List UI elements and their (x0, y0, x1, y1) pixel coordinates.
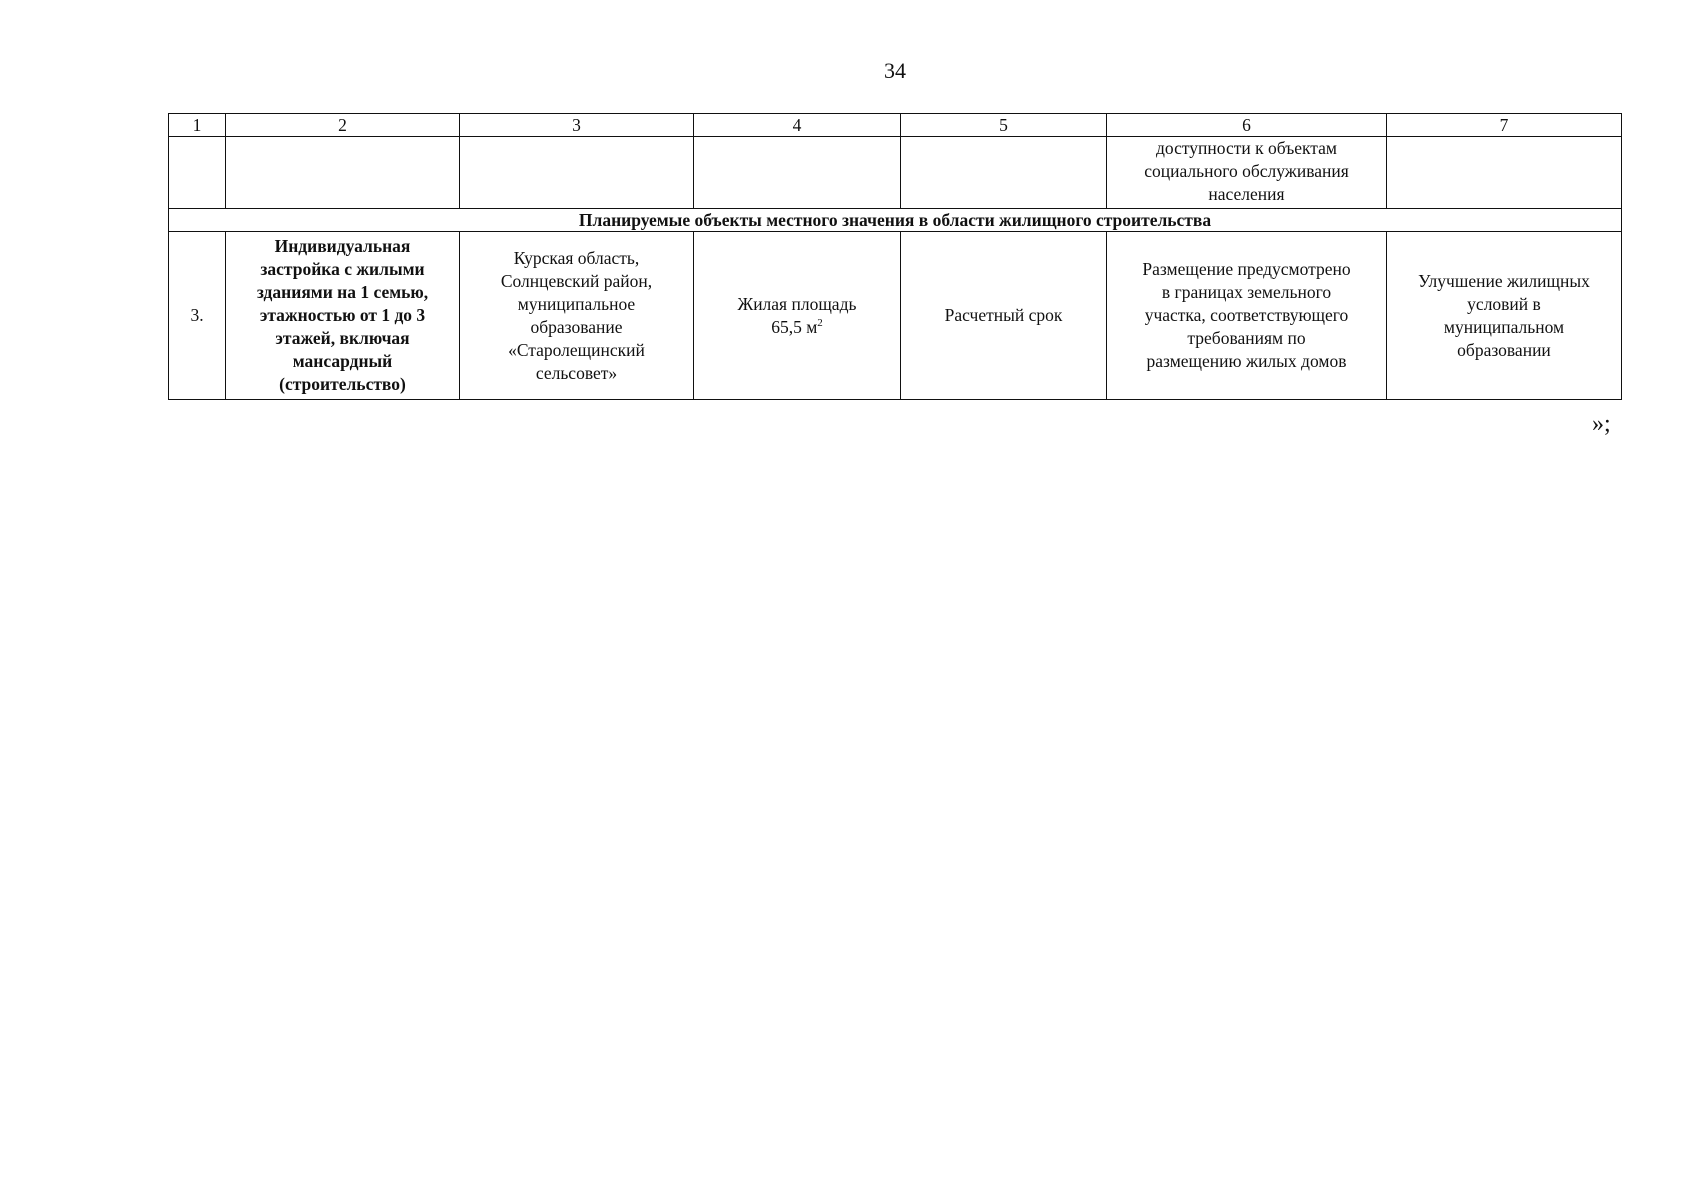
characteristic-value (698, 316, 896, 339)
column-number: 3 (460, 114, 694, 137)
term-cell: Расчетный срок (901, 232, 1107, 400)
empty-cell (694, 137, 901, 209)
planned-objects-table (168, 113, 1622, 400)
empty-cell (901, 137, 1107, 209)
characteristic-cell (694, 232, 901, 400)
page-number: 34 (884, 58, 906, 83)
empty-cell (1387, 137, 1622, 209)
empty-cell (226, 137, 460, 209)
section-title: Планируемые объекты местного значения в области жилищного строительства (169, 209, 1622, 232)
purpose-cell: Улучшение жилищных условий в муниципальном образовании (1387, 232, 1622, 400)
empty-cell (169, 137, 226, 209)
object-name-cell: Индивидуальная застройка с жилыми зданиями на 1 семью, этажностью от 1 до 3 этажей, включая мансардный (строительство) (226, 232, 460, 400)
continuation-row (169, 137, 1622, 209)
placement-cell: Размещение предусмотрено в границах земельного участка, соответствующего требованиям по размещению жилых домов (1107, 232, 1387, 400)
characteristic-text: Жилая площадь (737, 293, 857, 314)
item-number-cell: 3. (169, 232, 226, 400)
closing-quote-mark: »; (1592, 411, 1611, 437)
column-number: 6 (1107, 114, 1387, 137)
column-number: 1 (169, 114, 226, 137)
characteristic-number: 65,5 м (771, 316, 818, 337)
column-number: 4 (694, 114, 901, 137)
column-number-row (169, 114, 1622, 137)
column-number: 5 (901, 114, 1107, 137)
continuation-text-cell: доступности к объектам социального обслуживания населения (1107, 137, 1387, 209)
location-cell: Курская область, Солнцевский район, муниципальное образование «Старолещинский сельсовет» (460, 232, 694, 400)
empty-cell (460, 137, 694, 209)
column-number: 2 (226, 114, 460, 137)
column-number: 7 (1387, 114, 1622, 137)
section-row (169, 209, 1622, 232)
unit-power: 2 (817, 316, 823, 329)
table-row (169, 232, 1622, 400)
